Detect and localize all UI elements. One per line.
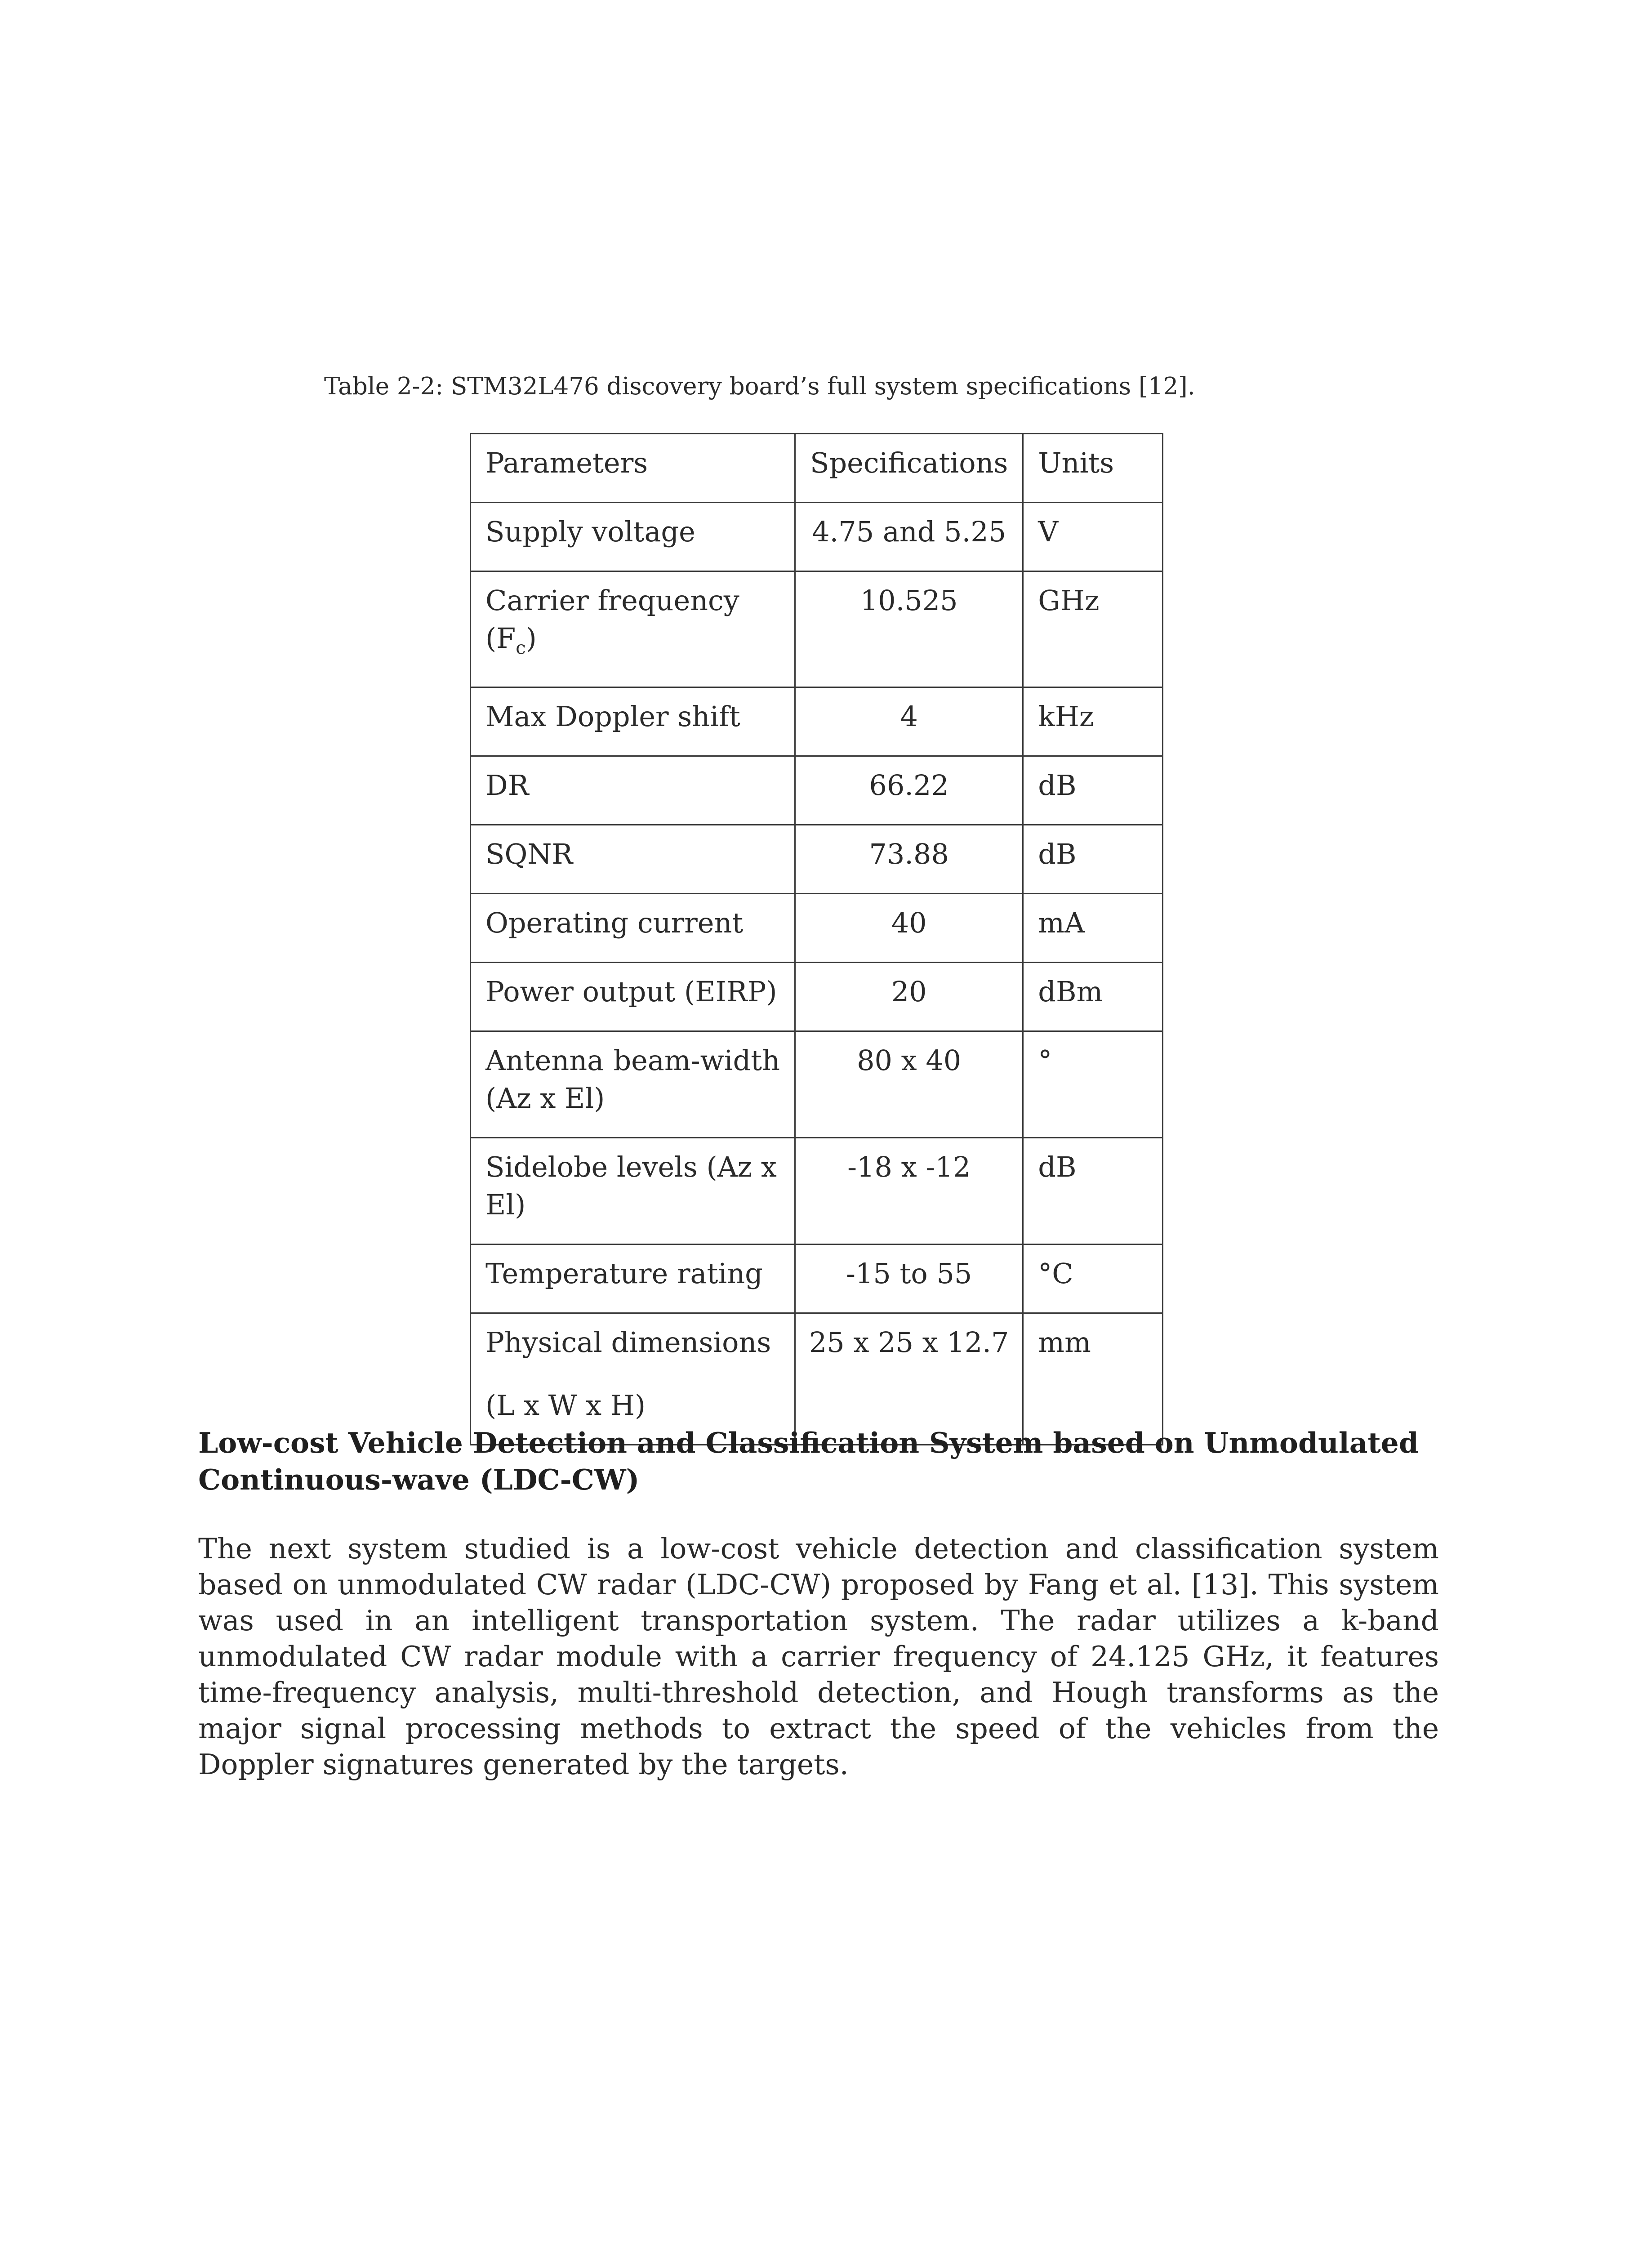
parameter-cell: Operating current	[471, 894, 795, 963]
table-caption: Table 2-2: STM32L476 discovery board’s full system specifications [12].	[324, 373, 1195, 400]
parameter-text: Carrier frequency $(F_c)$	[485, 584, 739, 659]
specification-cell: 25 x 25 x 12.7	[795, 1313, 1023, 1445]
parameter-cell: Supply voltage	[471, 503, 795, 571]
specification-cell: 20	[795, 963, 1023, 1031]
unit-cell: dB	[1023, 825, 1163, 894]
table-row	[471, 756, 1163, 825]
specification-cell: 40	[795, 894, 1023, 963]
parameter-word: Antenna	[485, 1044, 604, 1077]
parameter-cell: Power output (EIRP)	[471, 963, 795, 1031]
unit-cell: V	[1023, 503, 1163, 571]
specification-cell: 80 x 40	[795, 1031, 1023, 1138]
specification-cell: -18 x -12	[795, 1138, 1023, 1244]
table-row	[471, 1031, 1163, 1138]
unit-cell: GHz	[1023, 571, 1163, 687]
unit-cell: °	[1023, 1031, 1163, 1138]
table-row	[471, 963, 1163, 1031]
parameter-first-line	[485, 1042, 780, 1079]
table-row	[471, 1244, 1163, 1313]
table-row	[471, 894, 1163, 963]
table-row	[471, 1138, 1163, 1244]
table-header-row	[471, 434, 1163, 503]
parameter-cell: Temperature rating	[471, 1244, 795, 1313]
header-parameters: Parameters	[471, 434, 795, 503]
specification-cell: 66.22	[795, 756, 1023, 825]
table-row	[471, 571, 1163, 687]
specification-cell: 4.75 and 5.25	[795, 503, 1023, 571]
unit-cell: dB	[1023, 1138, 1163, 1244]
unit-cell: mA	[1023, 894, 1163, 963]
table-row	[471, 687, 1163, 756]
parameter-second-line: (L x W x H)	[485, 1389, 646, 1422]
parameter-cell: SQNR	[471, 825, 795, 894]
unit-cell: mm	[1023, 1313, 1163, 1445]
specification-cell: -15 to 55	[795, 1244, 1023, 1313]
parameter-second-line: (Az x El)	[485, 1082, 605, 1115]
table-row	[471, 503, 1163, 571]
specification-cell: 73.88	[795, 825, 1023, 894]
specification-cell: 10.525	[795, 571, 1023, 687]
unit-cell: dBm	[1023, 963, 1163, 1031]
parameter-cell	[471, 1031, 795, 1138]
unit-cell: kHz	[1023, 687, 1163, 756]
specification-cell: 4	[795, 687, 1023, 756]
table-row	[471, 825, 1163, 894]
body-paragraph: The next system studied is a low-cost vehicle detection and classification system based on unmodulated CW radar (LDC-CW) proposed by Fang et al. [13]. This system was used in an intelligent transportation system. The radar utilizes a k-band unmodulated CW radar module with a carrier frequency of 24.125 GHz, it features time-frequency analysis, multi-threshold detection, and Hough transforms as the major signal processing methods to extract the speed of the vehicles from the Doppler signatures generated by the targets.	[198, 1532, 1439, 1781]
section-heading: Low-cost Vehicle Detection and Classification System based on Unmodulated Continuous-wave (LDC-CW)	[198, 1426, 1419, 1496]
parameter-first-line: Physical dimensions	[485, 1326, 771, 1359]
parameter-cell: Sidelobe levels (Az x El)	[471, 1138, 795, 1244]
unit-cell: dB	[1023, 756, 1163, 825]
parameter-cell: DR	[471, 756, 795, 825]
header-specifications: Specifications	[795, 434, 1023, 503]
parameter-cell	[471, 571, 795, 687]
parameter-cell: Max Doppler shift	[471, 687, 795, 756]
unit-cell: °C	[1023, 1244, 1163, 1313]
header-units: Units	[1023, 434, 1163, 503]
parameter-word: beam-width	[613, 1044, 780, 1077]
specifications-table	[470, 433, 1163, 1445]
